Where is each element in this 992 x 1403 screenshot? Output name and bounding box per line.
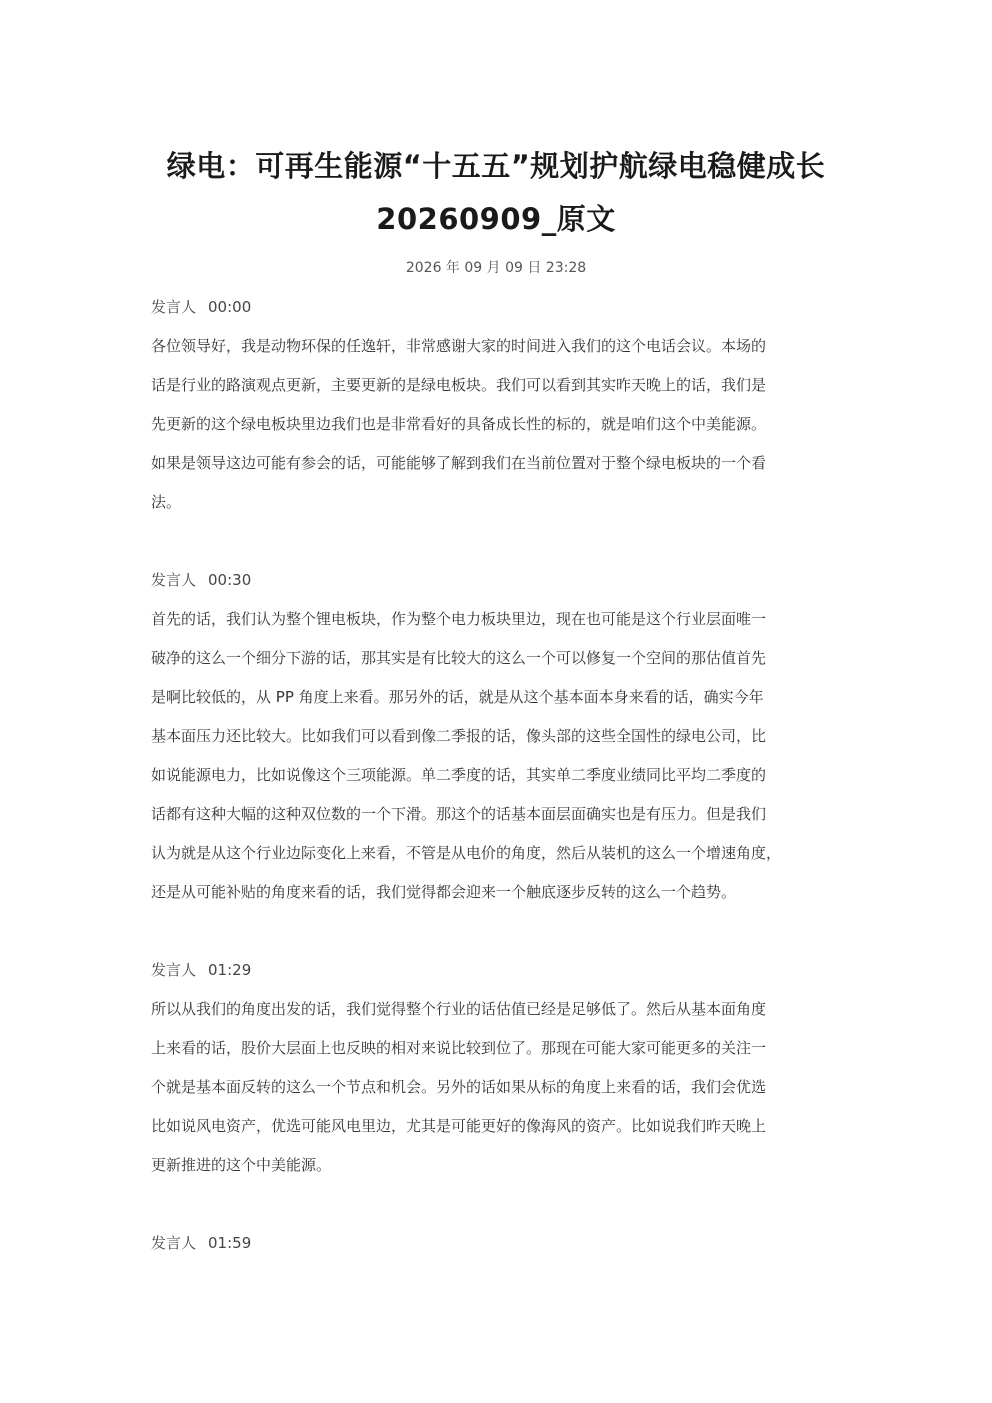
transcript-section (151, 1233, 843, 1253)
paragraph-line: 各位领导好，我是动物环保的任逸轩，非常感谢大家的时间进入我们的这个电话会议。本场的 (151, 337, 767, 355)
paragraph-line: 是啊比较低的，从 PP 角度上来看。那另外的话，就是从这个基本面本身来看的话，确实今年 (151, 688, 764, 706)
paragraph-line: 先更新的这个绿电板块里边我们也是非常看好的具备成长性的标的，就是咱们这个中美能源。 (151, 415, 767, 433)
paragraph-line: 认为就是从这个行业边际变化上来看，不管是从电价的角度，然后从装机的这么一个增速角度， (151, 844, 782, 862)
paragraph-line: 破净的这么一个细分下游的话，那其实是有比较大的这么一个可以修复一个空间的那估值首先 (151, 649, 767, 667)
speaker-name: 发言人 (151, 298, 197, 316)
speaker-timestamp: 01:59 (208, 1234, 252, 1252)
speaker-timestamp: 00:00 (208, 298, 252, 316)
document-title (120, 140, 872, 246)
speaker-header (151, 570, 843, 590)
paragraph-line: 基本面压力还比较大。比如我们可以看到像二季报的话，像头部的这些全国性的绿电公司，比 (151, 727, 767, 745)
paragraph-line: 话是行业的路演观点更新，主要更新的是绿电板块。我们可以看到其实昨天晚上的话，我们是 (151, 376, 767, 394)
paragraph-line: 个就是基本面反转的这么一个节点和机会。另外的话如果从标的角度上来看的话，我们会优选 (151, 1078, 767, 1096)
transcript-paragraph (151, 336, 843, 531)
document-title-line-2: 20260909_原文 (376, 202, 616, 236)
paragraph-line: 所以从我们的角度出发的话，我们觉得整个行业的话估值已经是足够低了。然后从基本面角度 (151, 1000, 767, 1018)
speaker-header (151, 1233, 843, 1253)
transcript-paragraph (151, 999, 843, 1194)
paragraph-line: 话都有这种大幅的这种双位数的一个下滑。那这个的话基本面层面确实也是有压力。但是我们 (151, 805, 767, 823)
speaker-timestamp: 00:30 (208, 571, 252, 589)
speaker-name: 发言人 (151, 961, 197, 979)
transcript-paragraph (151, 609, 843, 921)
paragraph-line: 首先的话，我们认为整个锂电板块，作为整个电力板块里边，现在也可能是这个行业层面唯一 (151, 610, 767, 628)
speaker-name: 发言人 (151, 1234, 197, 1252)
document-date: 2026 年 09 月 09 日 23:28 (405, 260, 587, 276)
transcript-section (151, 570, 843, 921)
paragraph-line: 如果是领导这边可能有参会的话，可能能够了解到我们在当前位置对于整个绿电板块的一个看 (151, 454, 767, 472)
transcript-section (151, 297, 843, 531)
paragraph-line: 比如说风电资产，优选可能风电里边，尤其是可能更好的像海风的资产。比如说我们昨天晚上 (151, 1117, 767, 1135)
paragraph-line: 还是从可能补贴的角度来看的话，我们觉得都会迎来一个触底逐步反转的这么一个趋势。 (151, 883, 737, 901)
speaker-name: 发言人 (151, 571, 197, 589)
speaker-header (151, 297, 843, 317)
paragraph-line: 更新推进的这个中美能源。 (151, 1156, 332, 1174)
paragraph-line: 上来看的话，股价大层面上也反映的相对来说比较到位了。那现在可能大家可能更多的关注一 (151, 1039, 767, 1057)
document-title-line-1: 绿电：可再生能源“十五五”规划护航绿电稳健成长 (166, 149, 826, 183)
speaker-header (151, 960, 843, 980)
paragraph-line: 如说能源电力，比如说像这个三项能源。单二季度的话，其实单二季度业绩同比平均二季度的 (151, 766, 767, 784)
transcript-section (151, 960, 843, 1194)
paragraph-line: 法。 (151, 493, 182, 511)
speaker-timestamp: 01:29 (208, 961, 252, 979)
